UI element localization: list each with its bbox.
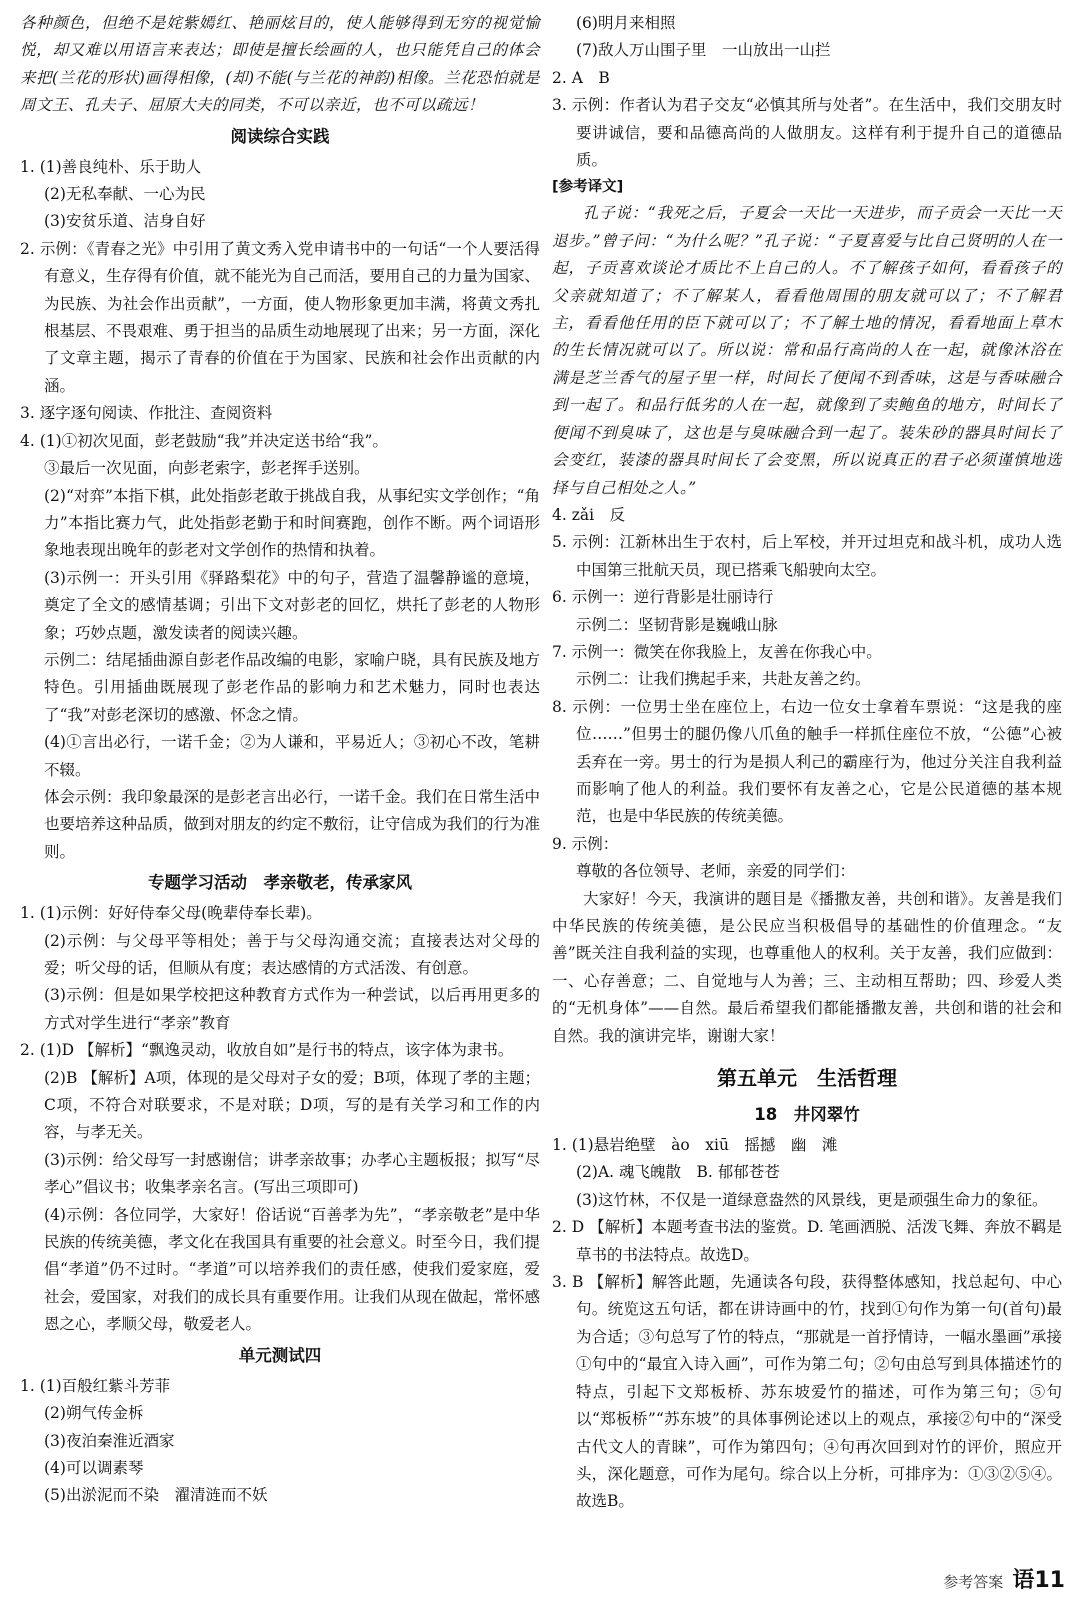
unit-heading: 第五单元 生活哲理 [717, 1066, 897, 1091]
answer-line: (3)示例：给父母写一封感谢信；讲孝亲故事；办孝心主题板报；拟写“尽孝心”倡议书；收集孝亲名言。(写出三项即可) [44, 1150, 540, 1197]
page-footer [943, 1563, 1065, 1594]
answer-line: 7. 示例一：微笑在你我脸上，友善在你我心中。 [552, 642, 882, 661]
section-heading: 单元测试四 [238, 1345, 322, 1365]
translation-text: 各种颜色，但绝不是姹紫嫣红、艳丽炫目的，使人能够得到无穷的视觉愉悦，却又难以用语言来表达；即使是擅长绘画的人，也只能凭自己的体会来把(兰花的形状)画得相像，(却)不能(与兰花的神韵)相像。兰花恐怕就是周文王、孔夫子、屈原大夫的同类，不可以亲近，也不可以疏远！ [20, 14, 540, 115]
answer-line: 尊敬的各位领导、老师，亲爱的同学们： [576, 862, 856, 881]
answer-line: (2)示例：与父母平等相处；善于与父母沟通交流；直接表达对父母的爱；听父母的话，但顺从有度；表达感情的方式活泼、有创意。 [44, 931, 540, 977]
footer-label: 参考答案 [943, 1573, 1004, 1591]
answer-line: 4. zǎi 反 [552, 505, 626, 524]
answer-line: ③最后一次见面，向彭老索字，彭老挥手送别。 [44, 459, 370, 478]
page-number: 语11 [1012, 1568, 1065, 1593]
answer-line: (2)B 【解析】A项，体现的是父母对子女的爱；B项，体现了孝的主题；C项，不符合对联要求，不是对联；D项，写的是有关学习和工作的内容，与孝无关。 [44, 1068, 540, 1142]
answer-line: 大家好！今天，我演讲的题目是《播撒友善，共创和谐》。友善是我们中华民族的传统美德，是公民应当积极倡导的基础性的价值理念。“友善”既关注自我利益的实现，也尊重他人的权利。关于友善，我们应做到：一、心存善意；二、自觉地与人为善；三、主动相互帮助；四、珍爱人类的“无机身体”——自然。最后希望我们都能播撒友善，共创和谐的社会和自然。我的演讲完毕，谢谢大家！ [552, 889, 1062, 1045]
answer-line: 1. (1)百般红紫斗芳菲 [20, 1376, 171, 1395]
answer-line: 示例二：坚韧背影是巍峨山脉 [576, 615, 778, 634]
answer-line: (5)出淤泥而不染 濯清涟而不妖 [44, 1486, 268, 1505]
answer-line: (3)示例一：开头引用《驿路梨花》中的句子，营造了温馨静谧的意境，奠定了全文的感情基调；引出下文对彭老的回忆，烘托了彭老的人物形象；巧妙点题，激发读者的阅读兴趣。 [44, 568, 540, 642]
answer-line: (2)朔气传金柝 [44, 1404, 144, 1423]
answer-line: 1. (1)示例：好好侍奉父母(晚辈侍奉长辈)。 [20, 904, 322, 923]
answer-line: 9. 示例： [552, 834, 619, 853]
answer-line: (4)示例：各位同学，大家好！俗话说“百善孝为先”，“孝亲敬老”是中华民族的传统美德，孝文化在我国具有重要的社会意义。时至今日，我们提倡“孝道”仍不过时。“孝道”可以培养我们的责任感，使我们爱家庭，爱社会，爱国家，对我们的成长具有重要作用。让我们从现在做起，常怀感恩之心，孝顺父母，敬爱老人。 [44, 1205, 541, 1334]
section-heading: 18 井冈翠竹 [754, 1105, 860, 1125]
left-column [20, 10, 540, 1510]
answer-line: 5. 示例：江新林出生于农村，后上军校，并开过坦克和战斗机，成功人选中国第三批航天员，现已搭乘飞船驶向太空。 [552, 533, 1062, 579]
answer-line: 1. (1)善良纯朴、乐于助人 [20, 157, 202, 176]
answer-line: 3. B 【解析】解答此题，先通读各句段，获得整体感知，找总起句、中心句。统览这五句话，都在讲诗画中的竹，找到①句作为第一句(首句)最为合适；③句总写了竹的特点，“那就是一首抒情诗，一幅水墨画”承接①句中的“最宜入诗入画”，可作为第二句；②句由总写到具体描述竹的特点，引起下文郑板桥、苏东坡爱竹的描述，可作为第三句；⑤句以“郑板桥”“苏东坡”的具体事例论述以上的观点，承接②句中的“深受古代文人的青睐”，可作为第四句；④句再次回到对竹的评价，照应开头，深化题意，可作为尾句。综合以上分析，可排序为：①③②⑤④。故选B。 [552, 1273, 1062, 1511]
answer-line: (6)明月来相照 [576, 14, 676, 32]
answer-line: (3)这竹林，不仅是一道绿意盎然的风景线，更是顽强生命力的象征。 [576, 1190, 1048, 1209]
answer-line: 2. A B [552, 68, 610, 87]
answer-line: 4. (1)①初次见面，彭老鼓励“我”并决定送书给“我”。 [20, 431, 388, 450]
answer-line: (7)敌人万山围子里 一山放出一山拦 [576, 41, 831, 60]
section-heading: 阅读综合实践 [230, 126, 330, 146]
translation-text: 孔子说：“我死之后，子夏会一天比一天进步，而子贡会一天比一天退步。”曾子问：“为什么呢？”孔子说：“子夏喜爱与比自己贤明的人在一起，子贡喜欢谈论才质比不上自己的人。不了解孩子如何，看看孩子的父亲就知道了；不了解某人，看看他周围的朋友就可以了；不了解君主，看看他任用的臣下就可以了；不了解土地的情况，看看地面上草木的生长情况就可以了。所以说：常和品行高尚的人在一起，就像沐浴在满是芝兰香气的屋子里一样，时间长了便闻不到香味，这是与香味融合到一起了。和品行低劣的人在一起，就像到了卖鲍鱼的地方，时间长了便闻不到臭味了，这也是与臭味融合到一起了。装朱砂的器具时间长了会变红，装漆的器具时间长了会变黑，所以说真正的君子必须谨慎地选择与自己相处之人。” [552, 204, 1062, 497]
answer-line: 2. 示例：《青春之光》中引用了黄文秀入党申请书中的一句话“一个人要活得有意义，生存得有价值，就不能光为自己而活，要用自己的力量为国家、为民族、为社会作出贡献”，一方面，使人物形象更加丰满，将黄文秀扎根基层、不畏艰难、勇于担当的品质生动地展现了出来；另一方面，深化了文章主题，揭示了青春的价值在于为国家、民族和社会作出贡献的内涵。 [20, 239, 541, 395]
answer-line: 2. D 【解析】本题考查书法的鉴赏。D. 笔画洒脱、活泼飞舞、奔放不羁是草书的书法特点。故选D。 [552, 1218, 1062, 1264]
answer-line: (2)A. 魂飞魄散 B. 郁郁苍苍 [576, 1163, 780, 1182]
answer-line: (2)无私奉献、一心为民 [44, 185, 206, 204]
answer-line: 6. 示例一：逆行背影是壮丽诗行 [552, 588, 774, 607]
answer-line: 2. (1)D 【解析】“飘逸灵动，收放自如”是行书的特点，该字体为隶书。 [20, 1041, 514, 1060]
answer-line: 3. 示例：作者认为君子交友“必慎其所与处者”。在生活中，我们交朋友时要讲诚信，要和品德高尚的人做朋友。这样有利于提升自己的道德品质。 [552, 96, 1062, 170]
translation-label: [参考译文] [552, 179, 624, 196]
right-column [552, 10, 1062, 1516]
answer-line: (3)安贫乐道、洁身自好 [44, 212, 206, 231]
answer-line: 1. (1)悬岩绝壁 ào xiū 摇撼 幽 滩 [552, 1136, 838, 1155]
answer-line: (4)可以调素琴 [44, 1458, 144, 1477]
answer-line: (3)夜泊秦淮近酒家 [44, 1431, 175, 1450]
answer-line: 8. 示例：一位男士坐在座位上，右边一位女士拿着车票说：“这是我的座位……”但男士的腿仍像八爪鱼的触手一样抓住座位不放，“公德”心被丢弃在一旁。男士的行为是损人利己的霸座行为，他过分关注自我利益而影响了他人的利益。我们要怀有友善之心，它是公民道德的基本规范，也是中华民族的传统美德。 [552, 697, 1062, 826]
answer-line: (4)①言出必行，一诺千金；②为人谦和，平易近人；③初心不改，笔耕不辍。 [44, 733, 540, 779]
answer-line: 3. 逐字逐句阅读、作批注、查阅资料 [20, 404, 273, 423]
answer-line: 体会示例：我印象最深的是彭老言出必行，一诺千金。我们在日常生活中也要培养这种品质，做到对朋友的约定不敷衍，让守信成为我们的行为准则。 [44, 787, 541, 861]
answer-line: 示例二：让我们携起手来，共赴友善之约。 [576, 670, 871, 689]
answer-line: 示例二：结尾插曲源自彭老作品改编的电影，家喻户晓，具有民族及地方特色。引用插曲既展现了彭老作品的影响力和艺术魅力，同时也表达了“我”对彭老深切的感激、怀念之情。 [44, 650, 541, 724]
answer-line: (3)示例：但是如果学校把这种教育方式作为一种尝试，以后再用更多的方式对学生进行“孝亲”教育 [44, 986, 540, 1032]
answer-line: (2)“对弈”本指下棋，此处指彭老敢于挑战自我，从事纪实文学创作；“角力”本指比赛力气，此处指彭老勤于和时间赛跑，创作不断。两个词语形象地表现出晚年的彭老对文学创作的热情和执着。 [44, 486, 540, 560]
section-heading: 专题学习活动 孝亲敬老，传承家风 [148, 873, 412, 893]
